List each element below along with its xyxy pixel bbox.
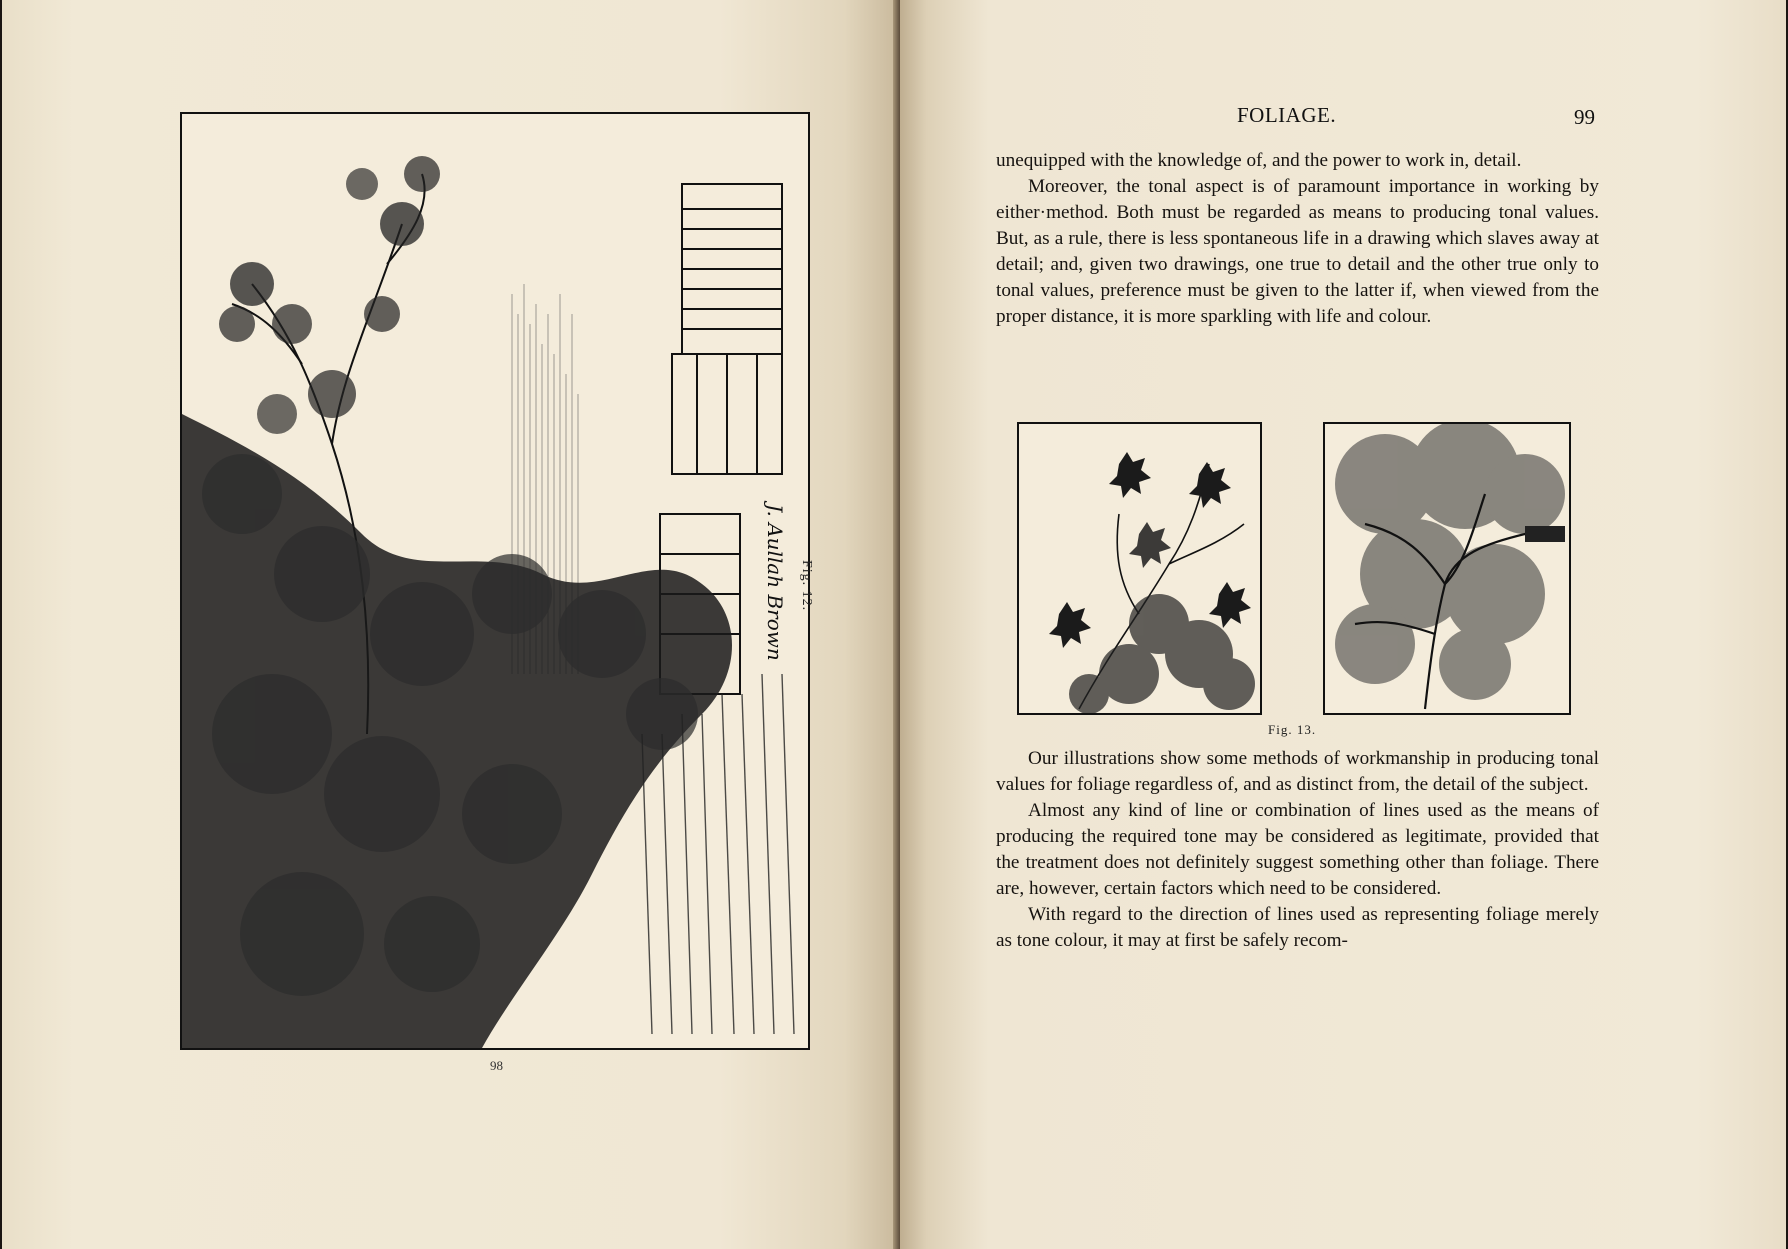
page-number-right: 99 <box>1574 105 1595 129</box>
text-block-top <box>996 148 1599 330</box>
running-head: FOLIAGE. <box>1237 103 1337 127</box>
page-number-left: 98 <box>490 1058 503 1073</box>
paragraph: Moreover, the tonal aspect is of paramount importance in working by either·method. Both must be regarded as means to producing tonal values. But, as a rule, there is less spontaneous life in a drawing which slaves away at detail; and, given two drawings, one true to detail and the other true only to tonal values, preference must be given to the latter if, when viewed from the proper distance, it is more sparkling with life and colour. <box>996 176 1599 327</box>
artist-signature: J. Aullah Brown <box>763 504 787 661</box>
fig-13-caption: Fig. 13. <box>1268 722 1317 737</box>
fig-12-caption: Fig. 12. <box>799 560 814 612</box>
paragraph: Almost any kind of line or combination of lines used as the means of producing the required tone may be considered as legitimate, provided that the treatment does not definitely suggest something other than foliage. There are, however, certain factors which need to be considered. <box>996 800 1599 899</box>
paragraph: Our illustrations show some methods of workmanship in producing tonal values for foliage regardless of, and as distinct from, the detail of the subject. <box>996 748 1599 795</box>
garden-path-drawing-icon <box>182 114 808 1048</box>
stippled-tree-drawing-icon <box>1325 424 1569 713</box>
text-block-bottom <box>996 746 1599 954</box>
fig-13-panel-holly <box>1017 422 1262 715</box>
fig-13-panel-stipple <box>1323 422 1571 715</box>
fig-12-illustration <box>180 112 810 1050</box>
paragraph: With regard to the direction of lines used as representing foliage merely as tone colour, it may at first be safely recom- <box>996 904 1599 951</box>
paragraph: unequipped with the knowledge of, and the power to work in, detail. <box>996 150 1522 171</box>
left-page <box>2 0 898 1249</box>
holly-foliage-drawing-icon <box>1019 424 1260 713</box>
